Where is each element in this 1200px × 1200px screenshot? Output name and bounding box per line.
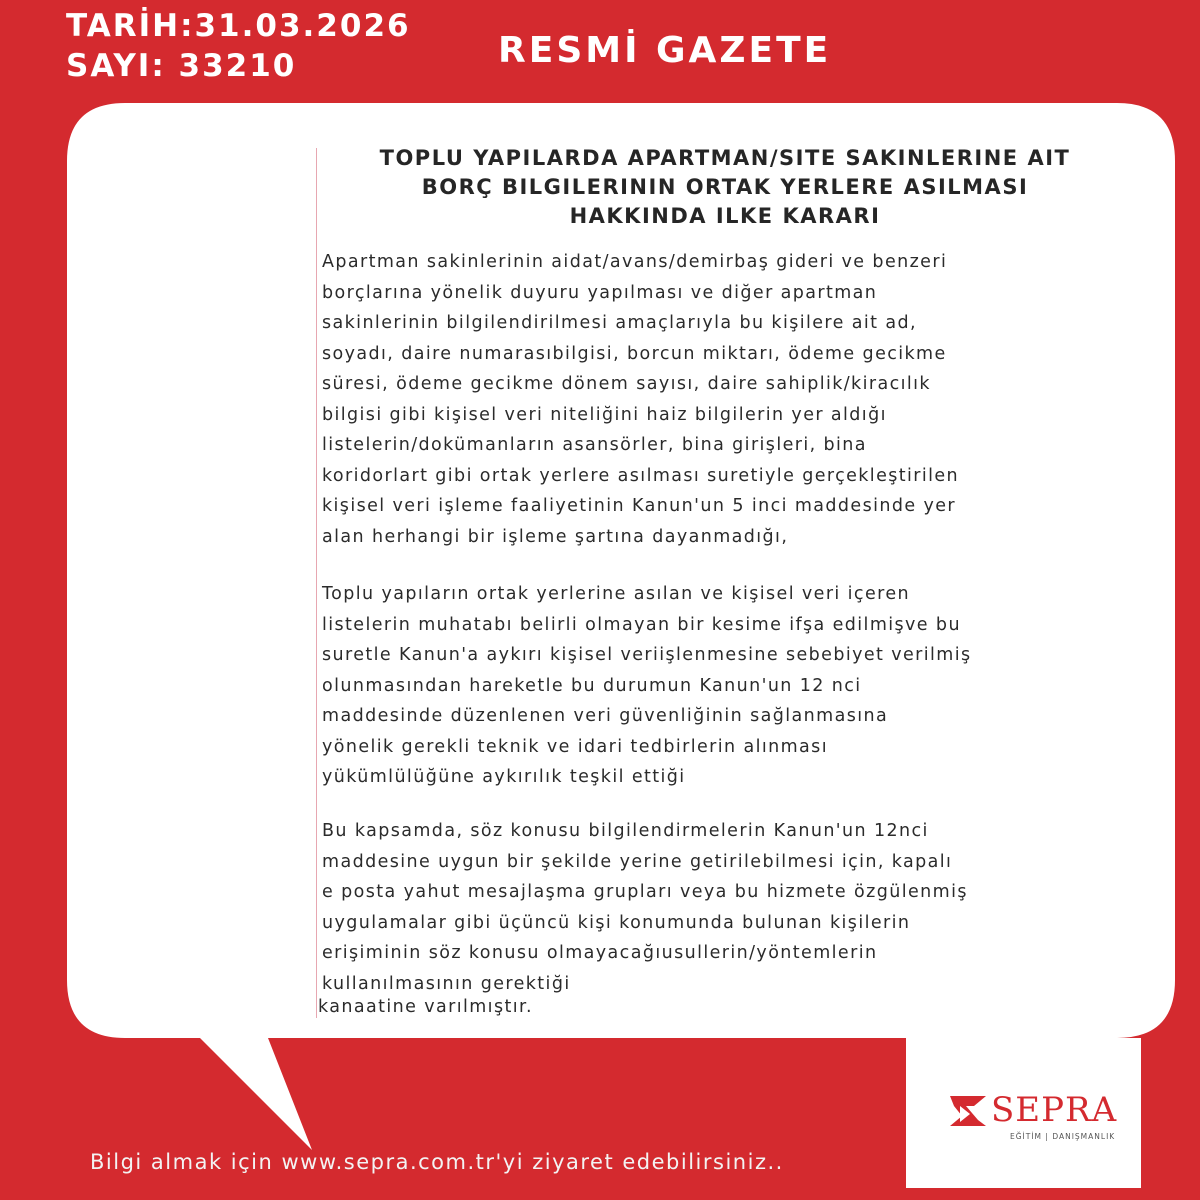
notice-paragraph-3: Bu kapsamda, söz konusu bilgilendirmelerin Kanun'un 12nci maddesine uygun bir şekilde yerine getirilebilmesi için, kapalı e posta yahut mesajlaşma grupları veya bu hizmete özgülenmiş uygulamalar gibi üçüncü kişi konumunda bulunan kişilerin erişiminin söz konusu olmayacağıusullerin/yöntemlerin kullanılmasının gerektiği [322,821,968,994]
notice-conclusion: kanaatine varılmıştır. [318,997,533,1017]
logo-tagline: EĞİTİM | DANIŞMANLIK [1010,1132,1116,1141]
publication-title: RESMİ GAZETE [498,30,832,71]
notice-paragraph-2: Toplu yapıların ortak yerlerine asılan ve kişisel veri içeren listelerin muhatabı belirli olmayan bir kesime ifşa edilmişve bu suretle Kanun'a aykırı kişisel veriişlenmesine sebebiyet verilmiş olunmasından hareketle bu durumun Kanun'un 12 nci maddesinde düzenlenen veri güvenliğinin sağlanmasına yönelik gerekli teknik ve idari tedbirlerin alınması yükümlülüğüne aykırılık teşkil ettiği [322,584,972,787]
sepra-logo [906,1038,1141,1188]
notice-paragraph-1: Apartman sakinlerinin aidat/avans/demirbaş gideri ve benzeri borçlarına yönelik duyuru yapılması ve diğer apartman sakinlerinin bilgilendirilmesi amaçlarıyla bu kişilere ait ad, soyadı, daire numarasıbilgisi, borcun miktarı, ödeme gecikme süresi, ödeme gecikme dönem sayısı, daire sahiplik/kiracılık bilgisi gibi kişisel veri niteliğini haiz bilgilerin yer aldığı listelerin/dokümanların asansörler, bina girişleri, bina koridorlart gibi ortak yerlere asılması suretiyle gerçekleştirilen kişisel veri işleme faaliyetinin Kanun'un 5 inci maddesinde yer alan herhangi bir işleme şartına dayanmadığı, [322,252,960,547]
column-divider [316,148,317,1018]
logo-name: SEPRA [991,1090,1118,1130]
sepra-logo-mark-icon [948,1094,988,1128]
footer-website-note: Bilgi almak için www.sepra.com.tr'yi ziyaret edebilirsiniz.. [90,1150,784,1174]
notice-title: TOPLU YAPILARDA APARTMAN/SITE SAKINLERINE AIT BORÇ BILGILERININ ORTAK YERLERE ASILMASI HAKKINDA ILKE KARARI [379,146,1071,228]
gazette-issue-number: SAYI: 33210 [66,48,297,84]
gazette-date: TARİH:31.03.2026 [66,8,411,44]
